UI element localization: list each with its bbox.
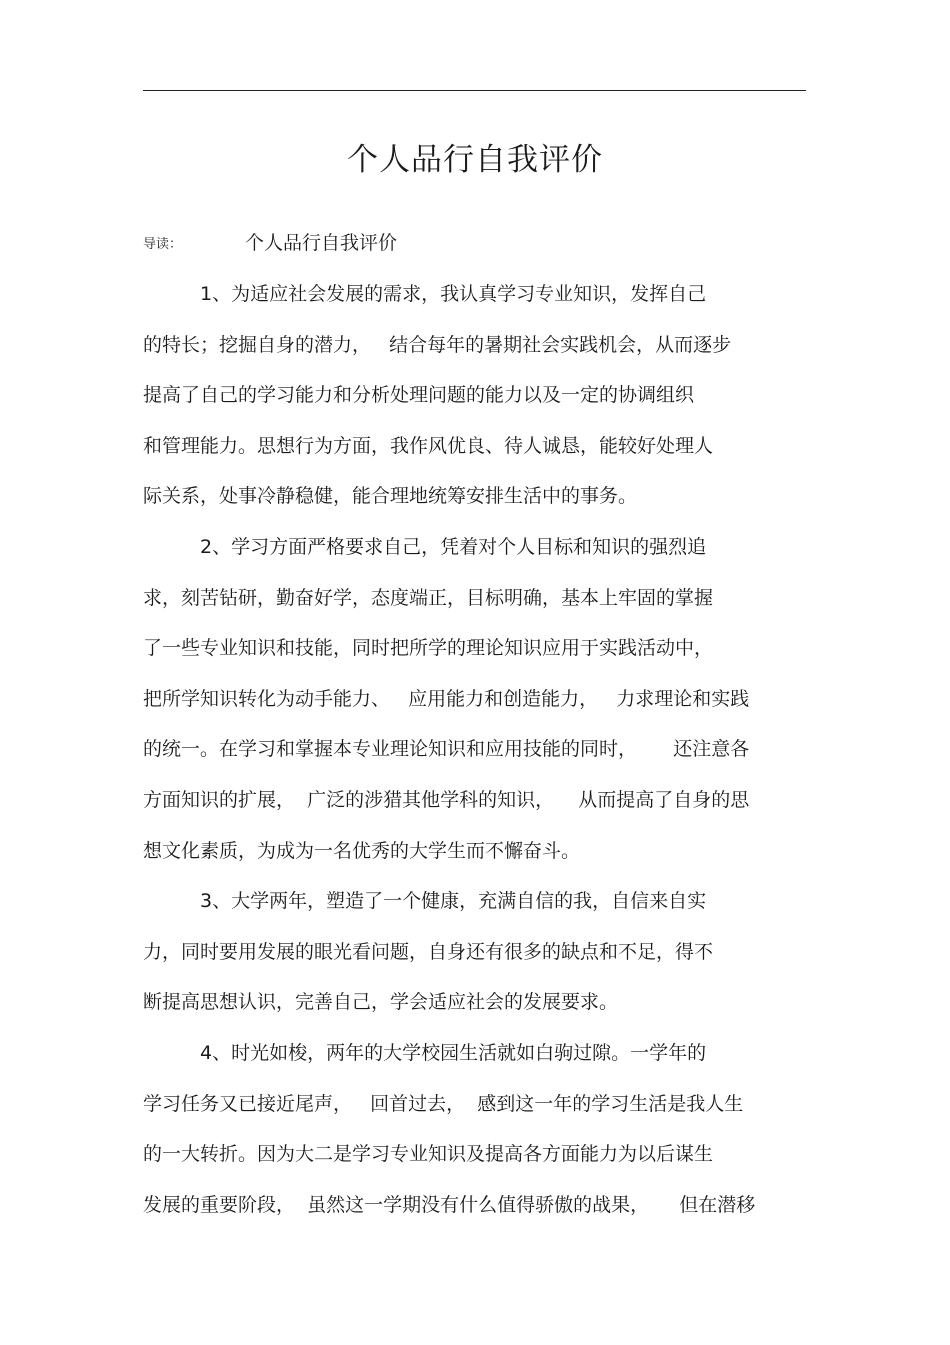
paragraph-line: 4、时光如梭，两年的大学校园生活就如白驹过隙。一学年的 [200,1041,707,1064]
paragraph-line: 发展的重要阶段， 虽然这一学期没有什么值得骄傲的战果， 但在潜移 [143,1193,756,1216]
paragraph-line: 方面知识的扩展， 广泛的涉猎其他学科的知识， 从而提高了自身的思 [143,788,750,811]
paragraph-line: 断提高思想认识，完善自己，学会适应社会的发展要求。 [143,991,619,1014]
header-rule [143,90,806,91]
document-title: 个人品行自我评价 [347,142,603,178]
paragraph-line: 力，同时要用发展的眼光看问题，自身还有很多的缺点和不足，得不 [143,940,714,963]
paragraph-line: 求，刻苦钻研，勤奋好学，态度端正，目标明确，基本上牢固的掌握 [143,586,714,609]
paragraph-line: 的统一。在学习和掌握本专业理论知识和应用技能的同时， 还注意各 [143,738,750,761]
paragraph-line: 提高了自己的学习能力和分析处理问题的能力以及一定的协调组织 [143,384,695,407]
lead-section [143,228,806,260]
paragraph-line: 的一大转折。因为大二是学习专业知识及提高各方面能力为以后谋生 [143,1143,714,1166]
paragraph-line: 和管理能力。思想行为方面，我作风优良、待人诚恳，能较好处理人 [143,434,714,457]
paragraph-line: 了一些专业知识和技能，同时把所学的理论知识应用于实践活动中， [143,637,714,660]
paragraph-line: 把所学知识转化为动手能力、 应用能力和创造能力， 力求理论和实践 [143,687,750,710]
lead-label: 导读： [143,237,183,252]
body-text [143,276,806,1237]
paragraph-line: 的特长；挖掘自身的潜力， 结合每年的暑期社会实践机会，从而逐步 [143,333,732,356]
paragraph-line: 想文化素质，为成为一名优秀的大学生而不懈奋斗。 [143,839,581,862]
paragraph-line: 学习任务又已接近尾声， 回首过去， 感到这一年的学习生活是我人生 [143,1092,744,1115]
paragraph-line: 际关系，处事冷静稳健，能合理地统筹安排生活中的事务。 [143,485,638,508]
lead-text: 个人品行自我评价 [245,232,398,254]
paragraph-line: 3、大学两年，塑造了一个健康，充满自信的我，自信来自实 [200,890,707,913]
paragraph-line: 1、为适应社会发展的需求，我认真学习专业知识，发挥自己 [200,283,707,305]
paragraph-line: 2、学习方面严格要求自己，凭着对个人目标和知识的强烈追 [200,535,707,558]
